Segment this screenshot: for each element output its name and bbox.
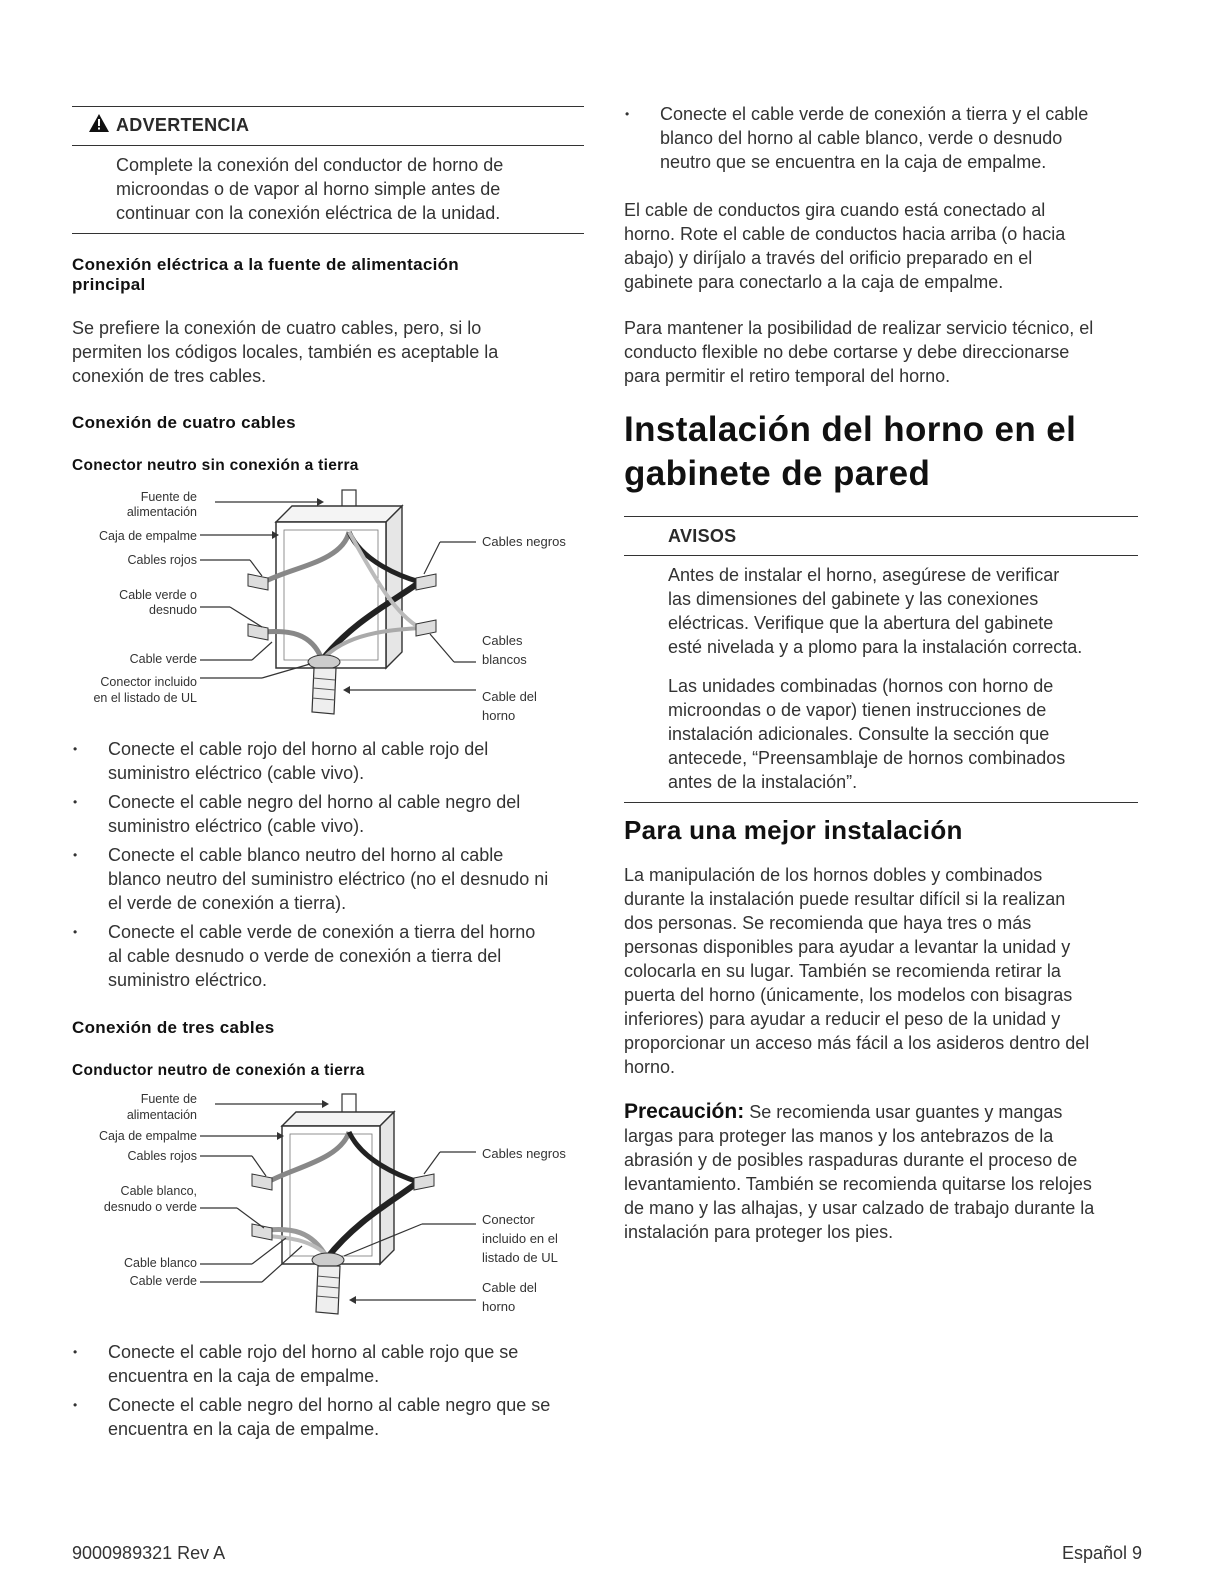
warning-text: Complete la conexión del conductor de horno de microondas o de vapor al horno simple antes de continuar con la conexión eléctrica de la unidad.	[116, 155, 504, 223]
notices-mid-rule	[624, 555, 1138, 556]
label-blanco-d-1: Cable blanco,	[120, 1184, 197, 1198]
notices-top-rule	[624, 516, 1138, 517]
better-install-paragraph: La manipulación de los hornos dobles y combinados durante la instalación puede resultar difícil si la realizan dos personas. Se recomienda que haya tres o más personas disponibles para ayudar a levantar la unidad y colocarla en su lugar. También se recomienda retirar la puerta del horno (únicamente, los modelos con bisagras inferiores) para ayudar a reducir el peso de la unidad y proporcionar un acceso más fácil a los asideros dentro del horno.	[624, 865, 1090, 1077]
notices-text-1: Antes de instalar el horno, asegúrese de verificar las dimensiones del gabinete y las conexiones eléctricas. Verifique que la abertura del gabinete esté nivelada y a plomo para la instalación correcta.	[668, 565, 1083, 657]
label-caja: Caja de empalme	[99, 1129, 197, 1143]
label-conector-1: Conector	[482, 1212, 535, 1227]
main-connection-heading: Conexión eléctrica a la fuente de alimentación principal	[72, 255, 459, 294]
label-negros: Cables negros	[482, 534, 566, 549]
label-conector-3: listado de UL	[482, 1250, 558, 1265]
label-fuente-1: Fuente de	[140, 490, 197, 504]
label-blancos-1: Cables	[482, 633, 523, 648]
warning-mid-rule	[72, 145, 584, 146]
label-blancos-2: blancos	[482, 652, 527, 667]
caution-paragraph: Precaución: Se recomienda usar guantes y mangas largas para proteger las manos y los antebrazos de la abrasión y de posibles raspaduras durante el proceso de levantamiento. También se recomienda quitarse los relojes de mano y las alhajas, y usar calzado de trabajo durante la instalación para proteger los pies.	[624, 1100, 1095, 1242]
list-item: • Conecte el cable negro del horno al cable negro del suministro eléctrico (cable vivo).	[73, 792, 521, 836]
label-fuente-1: Fuente de	[140, 1092, 197, 1106]
label-horno-2: horno	[482, 1299, 516, 1314]
label-fuente-2: alimentación	[126, 505, 197, 519]
four-wire-diagram	[72, 482, 584, 730]
footer-page-number: Español 9	[1061, 1543, 1142, 1563]
label-verde-o-2: desnudo	[149, 603, 197, 617]
warning-title: ADVERTENCIA	[116, 115, 250, 135]
label-conector-1: Conector incluido	[100, 675, 197, 689]
notices-bottom-rule	[624, 802, 1138, 803]
label-caja: Caja de empalme	[99, 529, 197, 543]
list-item: • Conecte el cable verde de conexión a tierra y el cable blanco del horno al cable blanco, verde o desnudo neutro que se encuentra en la caja de empalme.	[625, 104, 1089, 172]
label-verde-o-1: Cable verde o	[119, 588, 197, 602]
list-item: • Conecte el cable rojo del horno al cable rojo del suministro eléctrico (cable vivo).	[73, 739, 489, 783]
four-wire-subheading: Conector neutro sin conexión a tierra	[72, 457, 359, 474]
list-item: • Conecte el cable blanco neutro del horno al cable blanco neutro del suministro eléctrico (no el desnudo ni el verde de conexión a tierra).	[73, 845, 549, 913]
label-horno-1: Cable del	[482, 1280, 537, 1295]
label-verde: Cable verde	[129, 652, 197, 666]
top-right-bullets	[624, 102, 1138, 179]
label-horno-2: horno	[482, 708, 516, 723]
label-conector-2: incluido en el	[482, 1231, 558, 1246]
caution-label: Precaución:	[624, 1100, 745, 1123]
label-negros: Cables negros	[482, 1146, 566, 1161]
warning-top-rule	[72, 106, 584, 107]
list-item: • Conecte el cable negro del horno al cable negro que se encuentra en la caja de empalme.	[73, 1395, 551, 1439]
label-rojos: Cables rojos	[127, 553, 197, 567]
four-wire-bullets	[72, 737, 587, 997]
three-wire-bullets	[72, 1340, 587, 1446]
three-wire-diagram	[72, 1090, 584, 1324]
notices-title: AVISOS	[668, 526, 737, 546]
notices-text-2: Las unidades combinadas (hornos con horno de microondas o de vapor) tienen instrucciones de instalación adicionales. Consulte la sección que antecede, “Preensamblaje de hornos combinados antes de la instalación”.	[668, 676, 1066, 792]
three-wire-heading: Conexión de tres cables	[72, 1018, 275, 1037]
label-verde: Cable verde	[129, 1274, 197, 1288]
intro-paragraph: Se prefiere la conexión de cuatro cables, pero, si lo permiten los códigos locales, también es aceptable la conexión de tres cables.	[72, 318, 499, 386]
list-item: • Conecte el cable verde de conexión a tierra del horno al cable desnudo o verde de conexión a tierra del suministro eléctrico.	[73, 922, 536, 990]
three-wire-subheading: Conductor neutro de conexión a tierra	[72, 1062, 365, 1079]
label-horno-1: Cable del	[482, 689, 537, 704]
service-paragraph: Para mantener la posibilidad de realizar servicio técnico, el conducto flexible no debe cortarse y debe direccionarse para permitir el retiro temporal del horno.	[624, 318, 1094, 386]
conduit-paragraph: El cable de conductos gira cuando está conectado al horno. Rote el cable de conductos hacia arriba (o hacia abajo) y diríjalo a través del orificio preparado en el gabinete para conectarlo a la caja de empalme.	[624, 200, 1066, 292]
warning-bottom-rule	[72, 233, 584, 234]
label-fuente-2: alimentación	[126, 1108, 197, 1122]
list-item: • Conecte el cable rojo del horno al cable rojo que se encuentra en la caja de empalme.	[73, 1342, 519, 1386]
label-blanco: Cable blanco	[124, 1256, 197, 1270]
warning-triangle-icon	[88, 113, 110, 133]
better-install-title: Para una mejor instalación	[624, 815, 963, 845]
four-wire-heading: Conexión de cuatro cables	[72, 413, 296, 432]
label-conector-2: en el listado de UL	[93, 691, 197, 705]
footer-doc-number: 9000989321 Rev A	[72, 1543, 226, 1563]
install-title: Instalación del horno en el gabinete de pared	[624, 410, 1077, 493]
label-blanco-d-2: desnudo o verde	[103, 1200, 197, 1214]
junction-box	[282, 1126, 380, 1264]
label-rojos: Cables rojos	[127, 1149, 197, 1163]
